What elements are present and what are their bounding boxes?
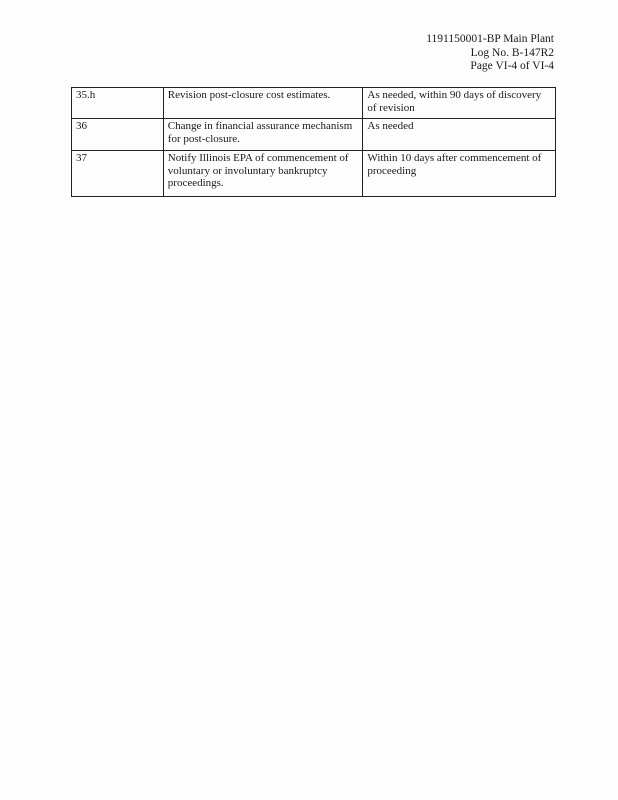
activity-cell: Revision post-closure cost estimates. [163,88,363,119]
timing-cell: Within 10 days after commencement of proceeding [363,151,556,197]
log-number: Log No. B-147R2 [470,46,554,59]
table-row [72,88,556,119]
table-row [72,151,556,197]
activity-cell: Change in financial assurance mechanism for post-closure. [163,119,363,151]
activity-cell: Notify Illinois EPA of commencement of voluntary or involuntary bankruptcy proceedings. [163,151,363,197]
page-number: Page VI-4 of VI-4 [470,60,554,72]
page-header [426,33,554,74]
item-number-cell: 36 [72,119,164,151]
item-number-cell: 37 [72,151,164,197]
facility-id: 1191150001-BP Main Plant [426,33,554,45]
item-number-cell: 35.h [72,88,164,119]
table-row [72,119,556,151]
requirements-table [71,87,556,197]
timing-cell: As needed [363,119,556,151]
timing-cell: As needed, within 90 days of discovery of revision [363,88,556,119]
